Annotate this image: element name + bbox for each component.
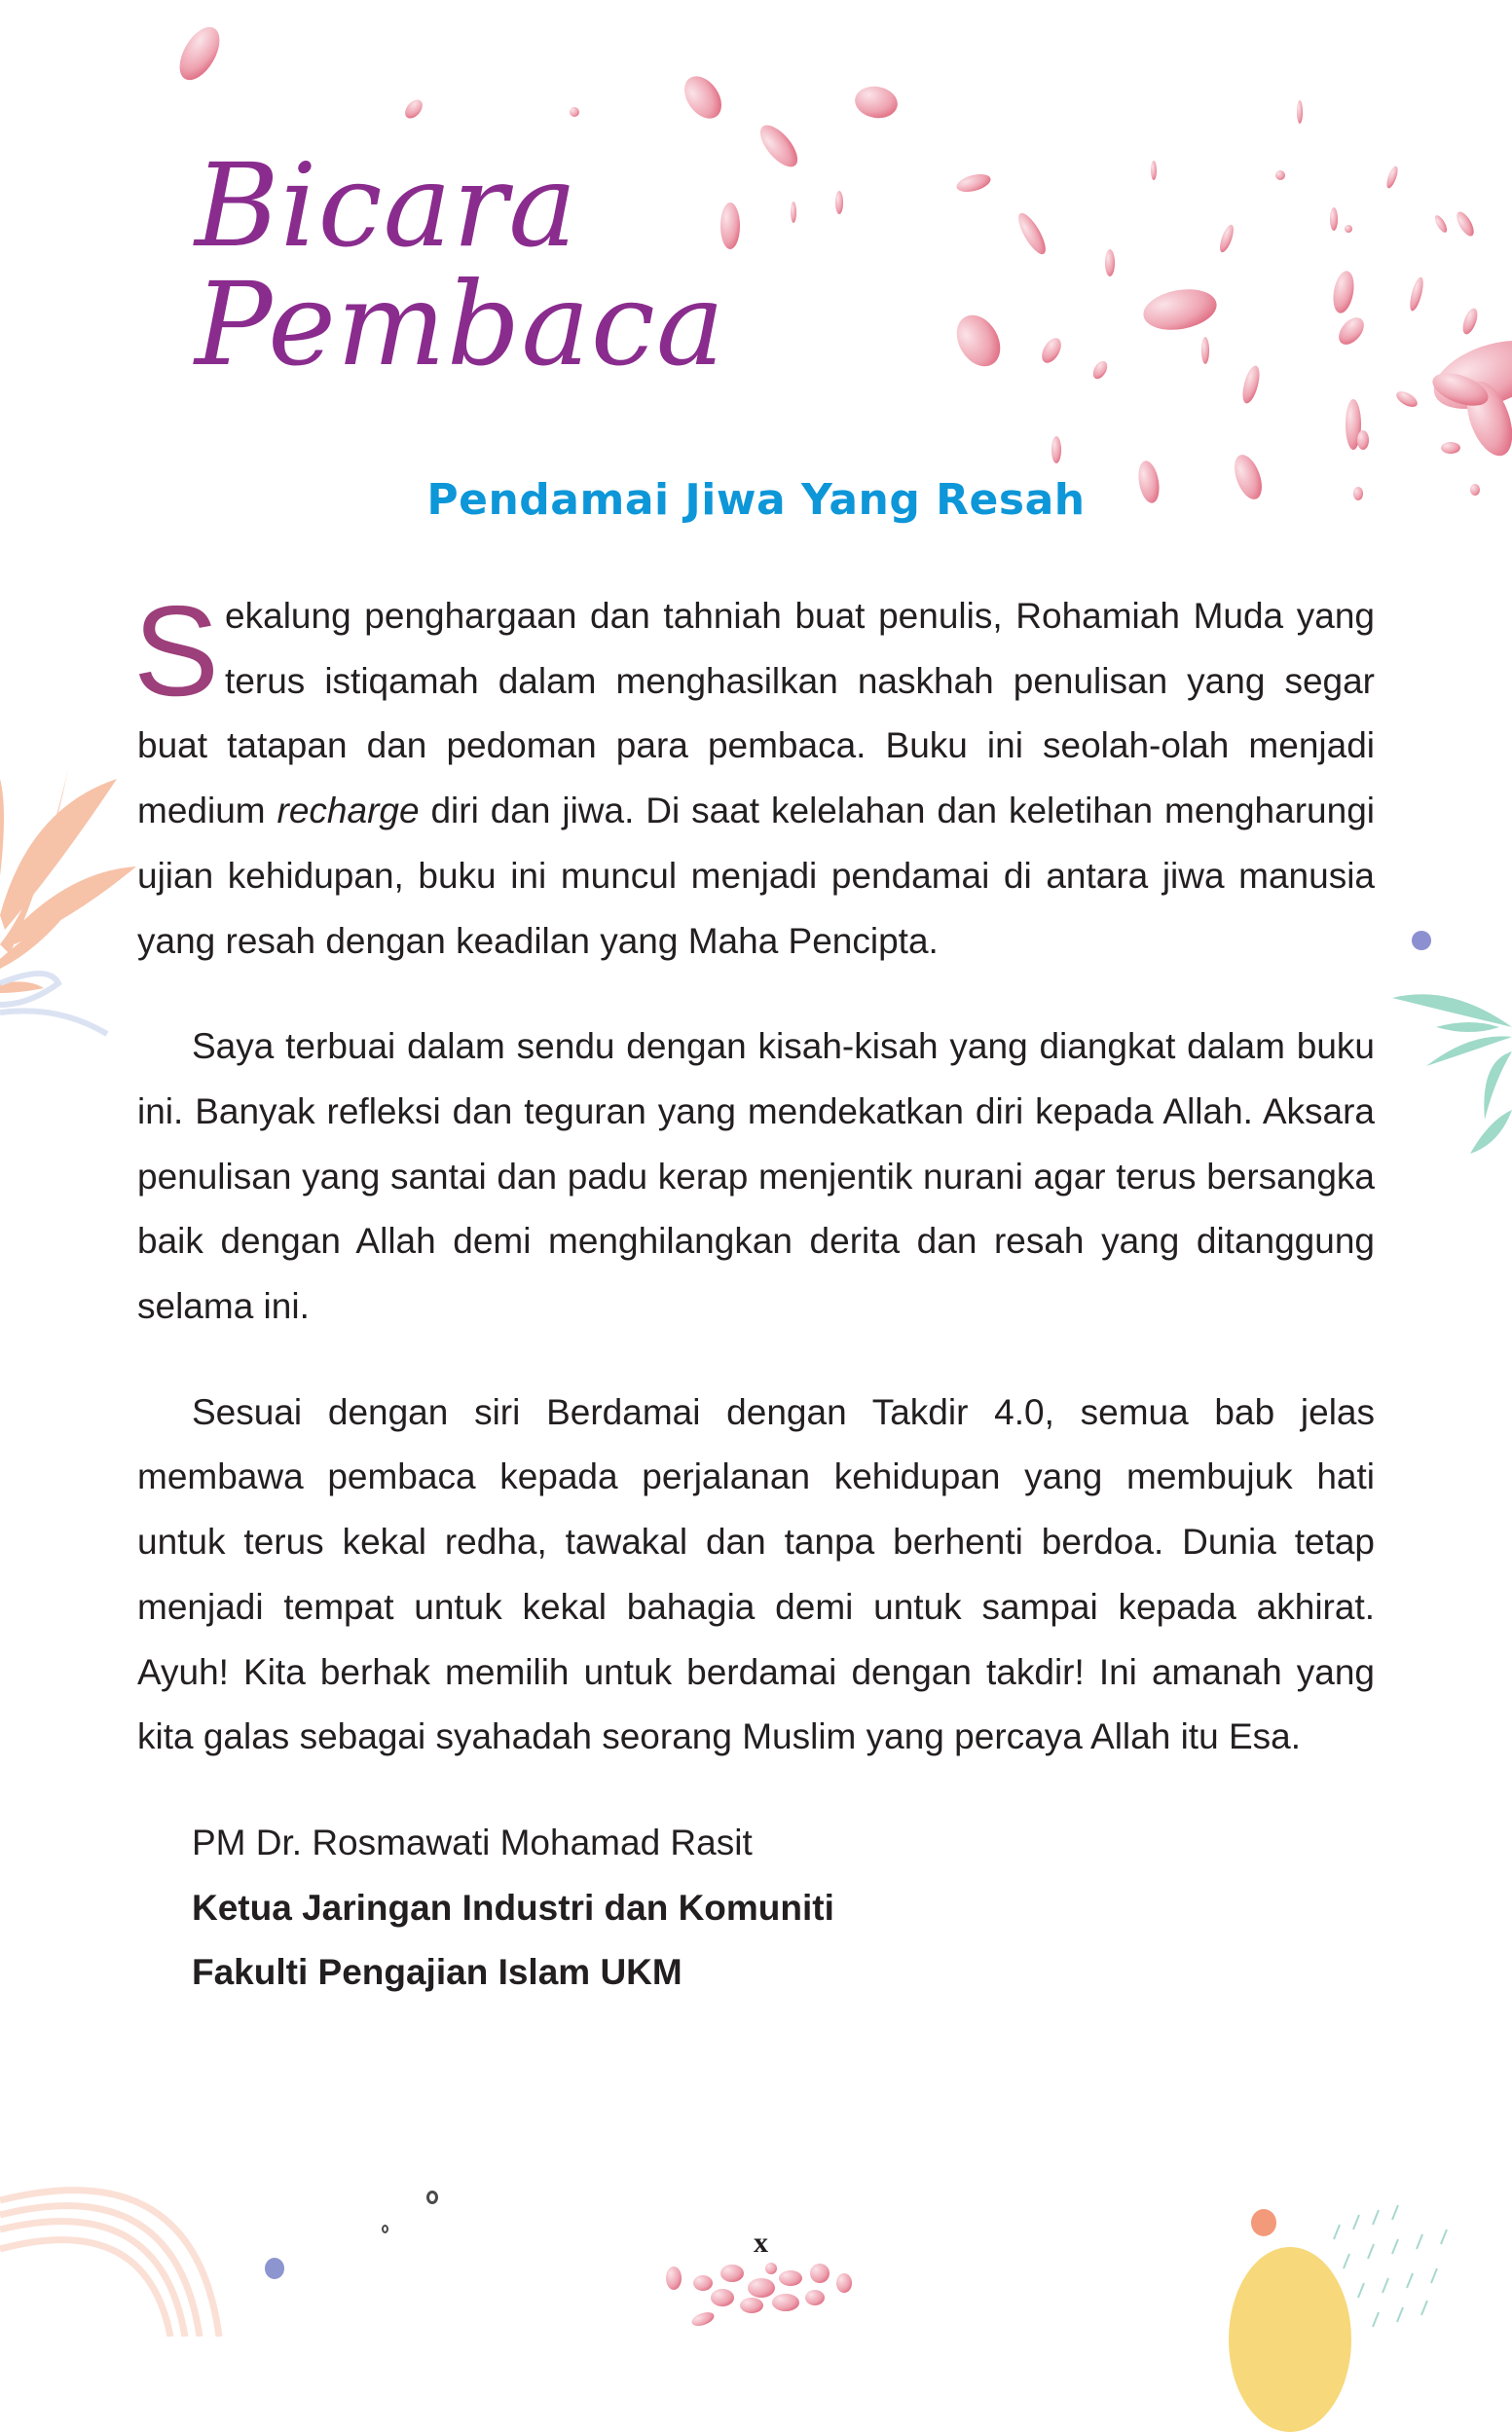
title-line-2: Pembaca	[195, 257, 726, 391]
teal-dash-pattern-decoration	[1314, 2200, 1460, 2346]
paragraph-3: Sesuai dengan siri Berdamai dengan Takdir 4.0, semua bab jelas membawa pembaca kepada perjalanan kehidupan yang membujuk hati untuk terus kekal redha, tawakal dan tanpa berhenti berdoa. Dunia tetap menjadi tempat untuk kekal bahagia demi untuk sampai kepada akhirat. Ayuh! Kita berhak memilih untuk berdamai dengan takdir! Ini amanah yang kita galas sebagai syahadah seorang Muslim yang percaya Allah itu Esa.	[137, 1391, 1375, 1757]
drop-cap: S	[133, 579, 220, 722]
petal-pile-decoration	[654, 2259, 859, 2327]
signature-block	[137, 1811, 1375, 2006]
paragraph-2: Saya terbuai dalam sendu dengan kisah-kisah yang diangkat dalam buku ini. Banyak refleksi dan teguran yang mendekatkan diri kepada Allah. Aksara penulisan yang santai dan padu kerap menjentik nurani agar terus bersangka baik dengan Allah demi menghilangkan derita dan resah yang ditanggung selama ini.	[137, 1026, 1375, 1327]
signature-position: Ketua Jaringan Industri dan Komuniti	[192, 1887, 834, 1928]
article-subtitle: Pendamai Jiwa Yang Resah	[426, 475, 1086, 525]
signature-institution: Fakulti Pengajian Islam UKM	[192, 1952, 682, 1993]
mint-leaf-decoration	[1392, 983, 1512, 1159]
blue-dot-decoration	[265, 2258, 284, 2279]
peach-leaf-decoration	[0, 750, 156, 1042]
title-line-1: Bicara	[195, 138, 578, 273]
paragraph-1	[133, 579, 1375, 974]
paragraph-1-text-a: ekalung penghargaan dan tahniah buat penulis, Rohamiah Muda yang terus istiqamah dalam menghasilkan naskhah penulisan yang segar buat tatapan dan pedoman para pembaca. Buku ini seolah-olah menjadi medium	[137, 596, 1375, 831]
article-body	[133, 579, 1375, 2006]
yellow-circle-decoration	[1229, 2247, 1351, 2432]
small-ring-decoration	[426, 2191, 438, 2204]
paragraph-1-italic: recharge	[277, 791, 420, 831]
purple-dot-decoration	[1412, 931, 1431, 950]
paragraph-1-text-b: diri dan jiwa. Di saat kelelahan dan keletihan mengharungi ujian kehidupan, buku ini muncul menjadi pendamai di antara jiwa manusia yang resah dengan keadilan yang Maha Pencipta.	[137, 791, 1375, 961]
page-title	[195, 138, 726, 391]
page-number: x	[754, 2227, 768, 2259]
signature-name: PM Dr. Rosmawati Mohamad Rasit	[192, 1822, 753, 1862]
